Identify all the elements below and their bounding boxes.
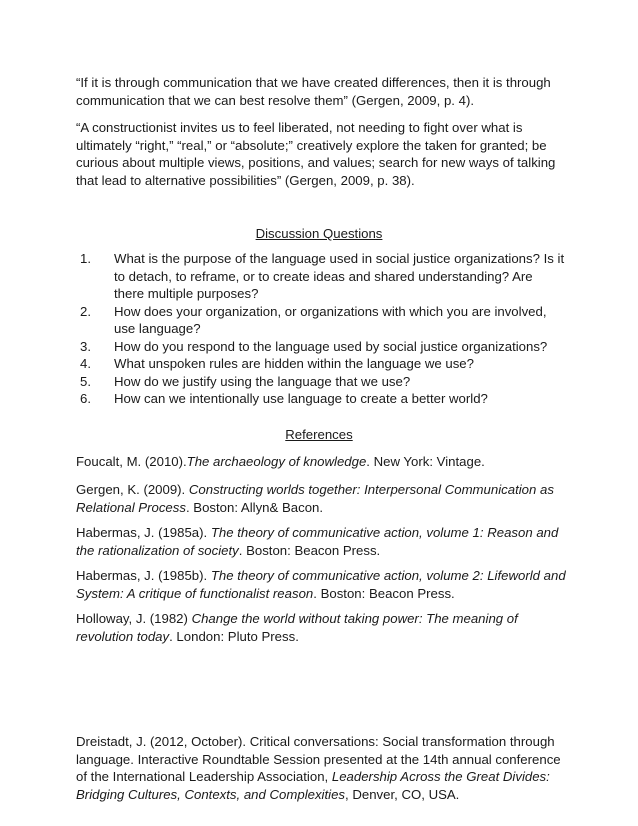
reference-habermas-1985b	[76, 567, 566, 602]
reference-gergen	[76, 481, 566, 516]
list-number: 5.	[80, 373, 91, 389]
gergen-quote-2: “A constructionist invites us to feel liberated, not needing to fight over what is ultimately “right,” “real,” or “absolute;” creatively explore the taken for granted; be curious about multiple views, positions, and values; search for new ways of talking that lead to alternative possibilities” (Gergen, 2009, p. 38).	[76, 120, 556, 188]
list-item	[76, 355, 566, 373]
question-text: How can we intentionally use language to create a better world?	[114, 391, 488, 406]
reference-author: Habermas, J. (1985a).	[76, 525, 211, 540]
reference-dreistadt	[76, 733, 566, 803]
reference-title: Constructing worlds together: Interpersonal Communication as Relational Process	[76, 482, 554, 515]
reference-publisher: . Boston: Beacon Press.	[238, 542, 381, 558]
reference-habermas-1985a	[76, 524, 566, 559]
reference-author: Holloway, J. (1982)	[76, 611, 192, 626]
question-text: How do you respond to the language used by social justice organizations?	[114, 338, 548, 354]
reference-publisher: . New York: Vintage.	[366, 454, 485, 469]
reference-holloway	[76, 610, 566, 645]
gergen-quote-1: “If it is through communication that we have created differences, then it is through communication that we can best resolve them” (Gergen, 2009, p. 4).	[76, 75, 551, 108]
list-number: 1.	[80, 251, 91, 266]
reference-publisher: . Boston: Allyn& Bacon.	[185, 499, 324, 515]
list-number: 6.	[80, 391, 91, 406]
discussion-questions-heading: Discussion Questions	[255, 226, 383, 241]
reference-title: The theory of communicative action, volume 2: Lifeworld and System: A critique of functionalist reason	[76, 568, 566, 601]
reference-foucalt	[76, 453, 566, 471]
reference-publisher: , Denver, CO, USA.	[345, 786, 460, 802]
list-item	[76, 373, 566, 391]
list-number: 4.	[80, 356, 91, 371]
question-text: How do we justify using the language that we use?	[114, 373, 411, 389]
references-heading: References	[285, 427, 353, 442]
reference-author: Dreistadt, J. (2012, October). Critical conversations: Social transformation through language. Interactive Roundtable Session presented at the 14th annual conference of the International Leadership Association,	[76, 734, 561, 784]
reference-author: Habermas, J. (1985b).	[76, 568, 211, 583]
discussion-questions-list	[76, 250, 566, 408]
list-number: 2.	[80, 303, 91, 319]
reference-author: Foucalt, M. (2010).	[76, 454, 187, 469]
reference-title: Leadership Across the Great Divides: Bridging Cultures, Contexts, and Complexities	[76, 769, 550, 802]
list-item	[76, 390, 566, 408]
reference-title: Change the world without taking power: The meaning of revolution today	[76, 611, 518, 644]
reference-publisher: . Boston: Beacon Press.	[313, 585, 455, 601]
list-item	[76, 338, 566, 356]
question-text: What unspoken rules are hidden within the language we use?	[114, 356, 474, 371]
reference-title: The archaeology of knowledge	[186, 454, 367, 469]
list-item	[76, 303, 566, 338]
reference-title: The theory of communicative action, volume 1: Reason and the rationalization of society	[76, 525, 559, 558]
question-text: What is the purpose of the language used in social justice organizations? Is it to detach, to reframe, or to create ideas and shared understanding? Are there multiple purposes?	[114, 251, 565, 301]
reference-author: Gergen, K. (2009).	[76, 482, 189, 497]
reference-publisher: . London: Pluto Press.	[169, 628, 299, 644]
list-number: 3.	[80, 338, 91, 354]
question-text: How does your organization, or organizations with which you are involved, use language?	[114, 303, 547, 336]
list-item	[76, 250, 566, 303]
